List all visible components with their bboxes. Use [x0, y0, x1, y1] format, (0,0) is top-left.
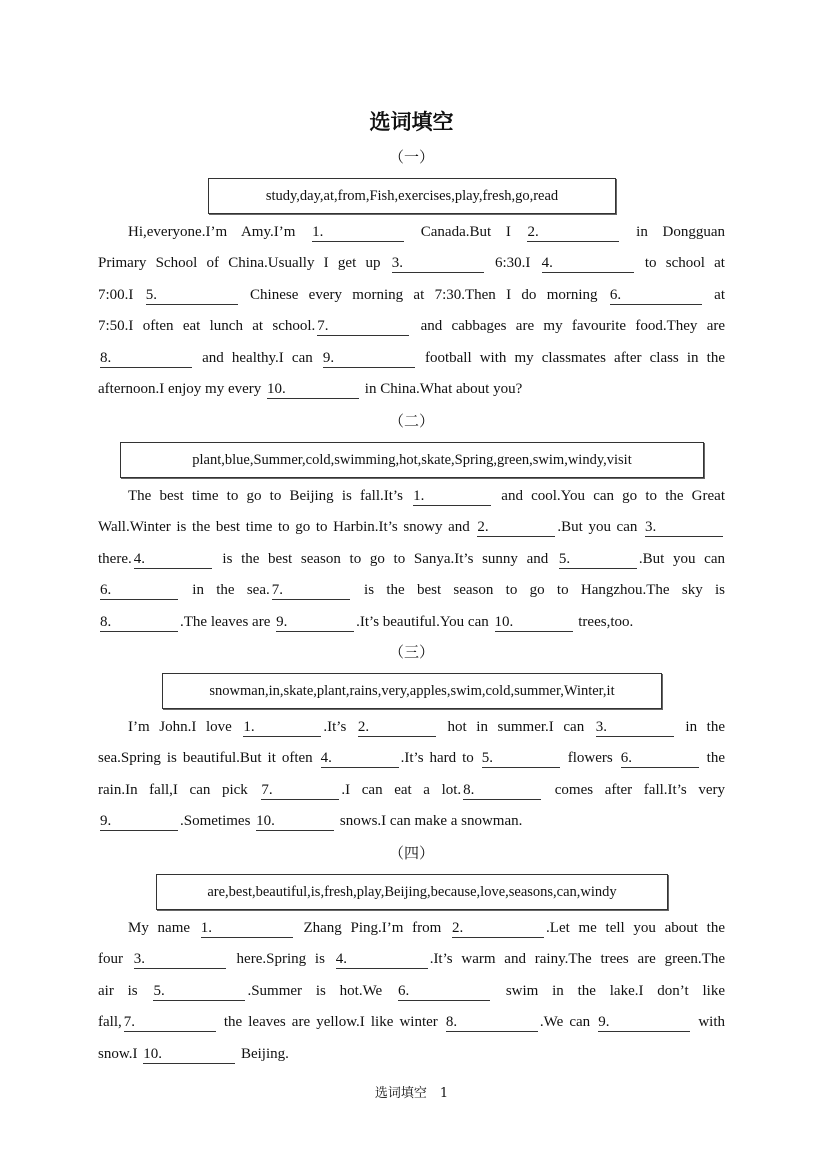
answer-blank[interactable]: 6.	[621, 750, 699, 768]
passage-text: .The leaves are	[180, 613, 275, 630]
passage-text: .It’s warm and rainy.The trees are green.The	[429, 951, 725, 968]
passage-line	[98, 944, 725, 975]
passage-text: football with my classmates after class in the	[416, 349, 725, 366]
answer-blank[interactable]: 9.	[323, 350, 415, 368]
answer-blank[interactable]: 6.	[100, 582, 178, 600]
passage-line	[98, 775, 725, 806]
section-label: （二）	[388, 412, 434, 430]
answer-blank[interactable]: 4.	[336, 951, 428, 969]
answer-blank[interactable]: 8.	[100, 614, 178, 632]
passage-text: .It’s beautiful.You can	[356, 613, 493, 630]
passage-text: .But you can	[638, 550, 725, 567]
passage-text: .Let me tell you about the	[546, 920, 725, 936]
passage-line	[98, 743, 725, 774]
passage-text: is the best season to go to Sanya.It’s sunny and	[213, 550, 557, 567]
section-label: （三）	[388, 643, 434, 661]
section-1	[98, 147, 725, 405]
answer-blank[interactable]: 1.	[201, 920, 293, 938]
passage-text: .It’s	[323, 719, 356, 735]
answer-blank[interactable]: 9.	[598, 1014, 690, 1032]
answer-blank[interactable]: 10.	[267, 381, 359, 399]
passage-text: The best time to go to Beijing is fall.It’s	[128, 488, 412, 504]
passage-text: My name	[128, 920, 199, 936]
answer-blank[interactable]: 7.	[272, 582, 350, 600]
passage-text: four	[98, 951, 132, 968]
passage-text: 7:00.I	[98, 286, 144, 303]
passage-text: hot in summer.I can	[437, 719, 594, 735]
passage-line	[98, 712, 725, 743]
passage-text: Chinese every morning at 7:30.Then I do morning	[239, 286, 608, 303]
passage-text: .I can eat a lot.	[341, 781, 462, 798]
passage-text: .Sometimes	[180, 813, 255, 830]
passage-text: and healthy.I can	[194, 349, 321, 366]
answer-blank[interactable]: 7.	[261, 782, 339, 800]
passage	[98, 913, 725, 1070]
answer-blank[interactable]: 5.	[559, 551, 637, 569]
passage-line	[98, 481, 725, 512]
passage-text: Zhang Ping.I’m from	[294, 920, 451, 936]
passage-text: fall,	[98, 1014, 122, 1031]
answer-blank[interactable]: 2.	[358, 719, 436, 737]
passage-text: afternoon.I enjoy my every	[98, 380, 266, 397]
page-footer: 选词填空 1	[374, 1086, 449, 1101]
passage-text: the leaves are yellow.I like winter	[217, 1014, 444, 1031]
answer-blank[interactable]: 8.	[463, 782, 541, 800]
word-bank: are,best,beautiful,is,fresh,play,Beijing,because,love,seasons,can,windy	[156, 874, 668, 910]
passage-line	[98, 976, 725, 1007]
passage-text: Hi,everyone.I’m Amy.I’m	[128, 224, 311, 240]
passage-line	[98, 280, 725, 311]
passage-line	[98, 806, 725, 837]
passage	[98, 217, 725, 405]
passage-text: snows.I can make a snowman.	[336, 813, 523, 830]
passage-text: comes after fall.It’s very	[543, 781, 725, 798]
word-bank-wrap	[98, 442, 725, 478]
answer-blank[interactable]: 5.	[482, 750, 560, 768]
answer-blank[interactable]: 2.	[452, 920, 544, 938]
passage-text: the	[700, 750, 725, 767]
passage-text: flowers	[561, 750, 619, 767]
page-title: 选词填空	[369, 109, 454, 134]
answer-blank[interactable]: 10.	[495, 614, 573, 632]
passage-text: 6:30.I	[485, 255, 540, 272]
passage-text: with	[692, 1014, 725, 1031]
section-2	[98, 411, 725, 638]
passage-text: sea.Spring is beautiful.But it often	[98, 750, 319, 767]
answer-blank[interactable]: 4.	[321, 750, 399, 768]
answer-blank[interactable]: 8.	[446, 1014, 538, 1032]
passage-text: I’m John.I love	[128, 719, 242, 735]
passage-text: snow.I	[98, 1045, 142, 1062]
answer-blank[interactable]: 5.	[153, 983, 245, 1001]
passage-text: is the best season to go to Hangzhou.The sky is	[351, 582, 725, 599]
passage	[98, 481, 725, 638]
answer-blank[interactable]: 3.	[596, 719, 674, 737]
passage-text: 7:50.I often eat lunch at school.	[98, 318, 316, 335]
answer-blank[interactable]: 2.	[527, 224, 619, 242]
answer-blank[interactable]: 1.	[413, 488, 491, 506]
answer-blank[interactable]: 7.	[317, 318, 409, 336]
answer-blank[interactable]: 6.	[398, 983, 490, 1001]
passage-text: in Dongguan	[621, 224, 725, 240]
passage-text: here.Spring is	[227, 951, 334, 968]
answer-blank[interactable]: 7.	[124, 1014, 216, 1032]
passage-text: in the sea.	[180, 582, 270, 599]
passage-text: to school at	[635, 255, 725, 272]
word-bank-wrap	[98, 673, 725, 709]
passage-text: Beijing.	[237, 1045, 289, 1062]
passage-text: swim in the lake.I don’t like	[492, 982, 725, 999]
section-label: （四）	[388, 844, 434, 862]
passage-line	[98, 1007, 725, 1038]
answer-blank[interactable]: 6.	[610, 287, 702, 305]
passage-text: .We can	[539, 1014, 597, 1031]
passage-line	[98, 575, 725, 606]
answer-blank[interactable]: 9.	[276, 614, 354, 632]
passage-text: .Summer is hot.We	[247, 982, 397, 999]
passage-text: Wall.Winter is the best time to go to Harbin.It’s snowy and	[98, 519, 476, 536]
passage-text: Primary School of China.Usually I get up	[98, 255, 390, 272]
answer-blank[interactable]: 4.	[134, 551, 212, 569]
passage-text: .It’s hard to	[400, 750, 480, 767]
answer-blank[interactable]: 10.	[256, 813, 334, 831]
word-bank: study,day,at,from,Fish,exercises,play,fresh,go,read	[208, 178, 616, 214]
passage-line	[98, 512, 725, 543]
answer-blank[interactable]: 3.	[392, 255, 484, 273]
passage-line	[98, 217, 725, 248]
answer-blank[interactable]: 5.	[146, 287, 238, 305]
passage-text: rain.In fall,I can pick	[98, 781, 260, 798]
section-3	[98, 642, 725, 838]
passage-text: and cabbages are my favourite food.They are	[411, 318, 725, 335]
passage-line	[98, 913, 725, 944]
word-bank: plant,blue,Summer,cold,swimming,hot,skate,Spring,green,swim,windy,visit	[120, 442, 704, 478]
passage-line	[98, 607, 725, 638]
passage-line	[98, 248, 725, 279]
passage-text: there.	[98, 550, 132, 567]
passage-text: in the	[675, 719, 725, 735]
answer-blank[interactable]: 4.	[542, 255, 634, 273]
passage-line	[98, 374, 725, 405]
passage-text: Canada.But I	[406, 224, 526, 240]
word-bank-wrap	[98, 178, 725, 214]
passage-line	[98, 343, 725, 374]
passage-text: in China.What about you?	[361, 380, 523, 397]
passage-text: and cool.You can go to the Great	[493, 488, 725, 504]
word-bank-wrap	[98, 874, 725, 910]
passage-text: at	[703, 286, 726, 303]
passage-line	[98, 311, 725, 342]
passage-text: .But you can	[557, 519, 643, 536]
answer-blank[interactable]: 3.	[645, 519, 723, 537]
passage-line	[98, 1039, 725, 1070]
answer-blank[interactable]: 2.	[477, 519, 555, 537]
answer-blank[interactable]: 9.	[100, 813, 178, 831]
word-bank: snowman,in,skate,plant,rains,very,apples,swim,cold,summer,Winter,it	[162, 673, 662, 709]
section-4	[98, 843, 725, 1070]
answer-blank[interactable]: 1.	[312, 224, 404, 242]
answer-blank[interactable]: 1.	[243, 719, 321, 737]
section-label: （一）	[388, 148, 434, 166]
passage-text: trees,too.	[574, 613, 634, 630]
passage-text: air is	[98, 982, 152, 999]
passage-line	[98, 544, 725, 575]
answer-blank[interactable]: 10.	[143, 1046, 235, 1064]
passage	[98, 712, 725, 838]
answer-blank[interactable]: 3.	[134, 951, 226, 969]
answer-blank[interactable]: 8.	[100, 350, 192, 368]
